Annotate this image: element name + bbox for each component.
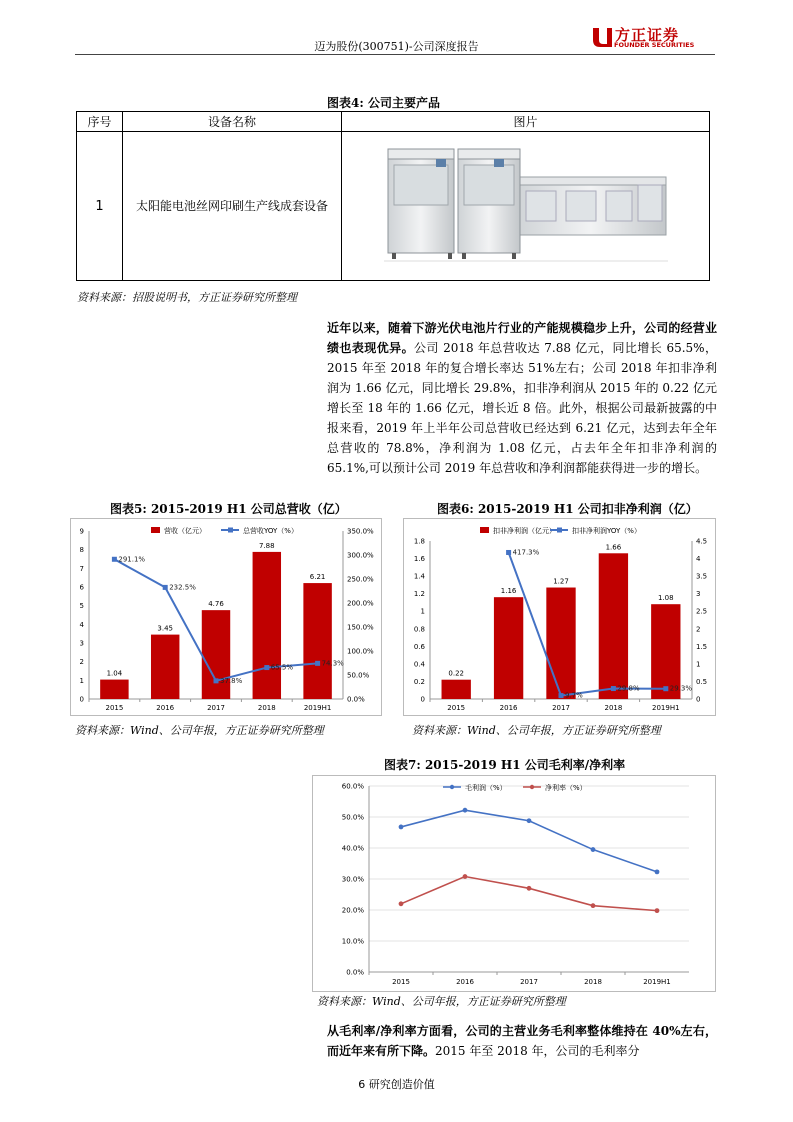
series-point [655, 908, 660, 913]
x-tick-label: 2017 [207, 704, 225, 712]
yoy-point [214, 678, 219, 683]
yoy-data-label: 417.3% [512, 548, 540, 557]
bar-data-label: 1.27 [553, 577, 569, 586]
y-tick-label: 1.2 [413, 590, 425, 599]
x-tick-label: 2015 [105, 704, 124, 712]
net-profit-chart-frame [403, 518, 716, 716]
col-header-index: 序号 [77, 112, 123, 132]
bar-data-label: 0.22 [448, 669, 464, 678]
x-tick-label: 2016 [499, 704, 518, 712]
bar-data-label: 6.21 [309, 573, 326, 582]
y-tick-label: 0.4 [413, 660, 425, 669]
y-tick-label: 60.0% [341, 782, 364, 791]
y2-tick-label: 2 [696, 625, 701, 634]
series-point [591, 847, 596, 852]
report-header-title: 迈为股份(300751)-公司深度报告 [314, 40, 479, 53]
legend-line-marker [228, 528, 233, 533]
production-line-image [376, 135, 676, 275]
x-tick-label: 2018 [584, 978, 602, 986]
bar [100, 680, 128, 699]
figure4-source: 资料来源：招股说明书，方正证券研究所整理 [77, 291, 297, 304]
y-tick-label: 8 [79, 546, 84, 555]
yoy-point [315, 661, 320, 666]
legend-line-label: 扣非净利润YOY（%） [572, 527, 641, 535]
x-tick-label: 2018 [257, 704, 276, 712]
yoy-data-label: 37.8% [220, 676, 243, 685]
col-header-name: 设备名称 [123, 112, 342, 132]
y2-tick-label: 350.0% [347, 527, 374, 536]
y-tick-label: 1.4 [413, 572, 425, 581]
y2-tick-label: 300.0% [347, 551, 374, 560]
figure6-caption: 图表6: 2015-2019 H1 公司扣非净利润（亿） [437, 502, 698, 516]
yoy-point [611, 686, 616, 691]
x-tick-label: 2015 [392, 978, 410, 986]
y2-tick-label: 3 [696, 590, 701, 599]
y-tick-label: 2 [79, 658, 84, 667]
y2-tick-label: 100.0% [347, 647, 374, 656]
y-tick-label: 1 [420, 607, 425, 616]
yoy-data-label: 232.5% [169, 583, 196, 592]
yoy-line [509, 552, 666, 695]
series-point [591, 903, 596, 908]
logo-text-en: FOUNDER SECURITIES [614, 41, 695, 49]
figure7-caption: 图表7: 2015-2019 H1 公司毛利率/净利率 [384, 758, 626, 772]
yoy-point [559, 693, 564, 698]
yoy-point [264, 665, 269, 670]
x-tick-label: 2016 [156, 704, 175, 712]
y-tick-label: 0.0% [346, 968, 364, 977]
series-point [399, 901, 404, 906]
yoy-point [112, 557, 117, 562]
net-profit-chart [404, 519, 715, 715]
bar [253, 552, 281, 699]
header-rule [75, 54, 715, 55]
figure5-source: 资料来源：Wind、公司年报，方正证券研究所整理 [75, 724, 324, 737]
legend-bar-swatch [151, 527, 160, 533]
bar [442, 680, 471, 699]
yoy-point [506, 550, 511, 555]
y-tick-label: 1 [79, 676, 84, 685]
paragraph-performance [327, 318, 717, 478]
revenue-chart-frame [70, 518, 382, 716]
margin-chart [313, 776, 715, 991]
row-index: 1 [77, 132, 123, 281]
yoy-data-label: 74.3% [321, 659, 344, 668]
products-table [76, 111, 710, 281]
y2-tick-label: 0.5 [696, 677, 708, 686]
x-tick-label: 2018 [604, 704, 623, 712]
legend-marker [530, 785, 534, 789]
y2-tick-label: 250.0% [347, 575, 374, 584]
y2-tick-label: 3.5 [696, 572, 708, 581]
bar-data-label: 3.45 [157, 624, 173, 633]
bar-data-label: 1.08 [658, 594, 674, 603]
y-tick-label: 40.0% [341, 844, 364, 853]
figure7-source: 资料来源：Wind、公司年报，方正证券研究所整理 [317, 995, 566, 1008]
col-header-image: 图片 [342, 112, 710, 132]
figure5-caption: 图表5: 2015-2019 H1 公司总营收（亿） [110, 502, 347, 516]
product-image-cell [342, 132, 710, 281]
paragraph-performance-lead: 近年以来，随着下游光伏电池片行业的产能规模稳步上升，公司的经营业绩也表现优异。 [327, 321, 717, 355]
y-tick-label: 4 [79, 620, 84, 629]
bar-data-label: 1.16 [500, 587, 517, 596]
bar-data-label: 1.04 [106, 669, 123, 678]
yoy-data-label: 291.1% [118, 555, 146, 564]
y2-tick-label: 4.5 [696, 537, 708, 546]
row-name: 太阳能电池丝网印刷生产线成套设备 [123, 132, 342, 281]
bar [599, 553, 628, 699]
paragraph-margin [327, 1021, 717, 1061]
legend-line-marker [557, 528, 562, 533]
x-tick-label: 2019H1 [303, 704, 332, 712]
y2-tick-label: 50.0% [347, 671, 370, 680]
x-tick-label: 2016 [456, 978, 474, 986]
bar-data-label: 7.88 [259, 541, 275, 550]
revenue-chart [71, 519, 381, 715]
figure4-caption: 图表4: 公司主要产品 [327, 96, 440, 110]
y-tick-label: 0.2 [413, 677, 425, 686]
yoy-point [663, 686, 668, 691]
yoy-data-label: 65.5% [270, 663, 294, 672]
bar [303, 583, 331, 699]
table-row [77, 132, 710, 281]
series-point [463, 808, 468, 813]
bar [202, 610, 230, 699]
y-tick-label: 1.8 [413, 537, 425, 546]
y2-tick-label: 1.5 [696, 642, 708, 651]
yoy-point [163, 585, 168, 590]
margin-chart-frame [312, 775, 716, 992]
y-tick-label: 0.8 [413, 625, 425, 634]
yoy-data-label: 29.3% [669, 684, 693, 693]
legend-line-label: 总营收YOY（%） [243, 527, 298, 535]
paragraph-performance-body: 公司 2018 年总营收达 7.88 亿元，同比增长 65.5%，2015 年至 2018 年的复合增长率达 51%左右；公司 2018 年扣非净利润为 1.66 亿元，同比增长 29.8%，扣非净利润从 2015 年的 0.22 亿元增长至 18 年的 1.66 亿元，增长近 8 倍。此外，根据公司最新披露的中报来看，2019 年上半年公司总营收已经达到 6.21 亿元，达到去年全年总营收的 78.8%，净利润为 1.08 亿元，占去年全年扣非净利润的 65.1%,可以预计公司 2019 年总营收和净利润都能获得进一步的增长。 [327, 341, 717, 475]
x-tick-label: 2019H1 [652, 704, 680, 712]
paragraph-margin-body: 2015 年至 2018 年，公司的毛利率分 [435, 1044, 640, 1058]
y-tick-label: 5 [79, 602, 84, 611]
x-tick-label: 2015 [447, 704, 466, 712]
x-tick-label: 2017 [520, 978, 538, 986]
series-point [527, 886, 532, 891]
y-tick-label: 0 [420, 695, 425, 704]
y-tick-label: 50.0% [341, 813, 364, 822]
legend-label: 毛利润（%） [465, 784, 507, 792]
y-tick-label: 30.0% [341, 875, 364, 884]
y2-tick-label: 0.0% [347, 695, 365, 704]
y-tick-label: 3 [79, 639, 84, 648]
legend-label: 净利率（%） [545, 784, 587, 792]
founder-logo-icon [590, 25, 614, 49]
bar [546, 588, 575, 699]
y-tick-label: 6 [79, 583, 84, 592]
bar [151, 635, 179, 699]
y-tick-label: 9 [79, 527, 84, 536]
table-header-row [77, 112, 710, 132]
y-tick-label: 0 [79, 695, 84, 704]
y2-tick-label: 1 [696, 660, 701, 669]
y2-tick-label: 4 [696, 555, 701, 564]
series-point [655, 869, 660, 874]
series-point [399, 825, 404, 830]
page-footer: 6 研究创造价值 [358, 1078, 435, 1091]
bar [494, 597, 523, 699]
figure6-source: 资料来源：Wind、公司年报，方正证券研究所整理 [412, 724, 661, 737]
y2-tick-label: 0 [696, 695, 701, 704]
logo-text-cn: 方正证券 [615, 26, 680, 44]
x-tick-label: 2019H1 [643, 978, 671, 986]
yoy-data-label: 9.7% [565, 691, 583, 700]
y-tick-label: 7 [79, 564, 84, 573]
y2-tick-label: 2.5 [696, 607, 708, 616]
legend-marker [450, 785, 454, 789]
y-tick-label: 10.0% [341, 937, 364, 946]
y-tick-label: 20.0% [341, 906, 364, 915]
series-point [463, 874, 468, 879]
bar-data-label: 1.66 [605, 543, 622, 552]
legend-bar-swatch [480, 527, 489, 533]
legend-bar-label: 扣非净利润（亿元） [493, 527, 556, 535]
x-tick-label: 2017 [552, 704, 570, 712]
y-tick-label: 1.6 [413, 555, 425, 564]
y2-tick-label: 150.0% [347, 623, 374, 632]
y-tick-label: 0.6 [413, 642, 425, 651]
bar-data-label: 4.76 [208, 600, 224, 609]
series-point [527, 818, 532, 823]
y2-tick-label: 200.0% [347, 599, 374, 608]
yoy-data-label: 29.8% [617, 684, 640, 693]
legend-bar-label: 营收（亿元） [164, 527, 206, 535]
paragraph-margin-lead: 从毛利率/净利率方面看，公司的主营业务毛利率整体维持在 40%左右，而近年来有所下降。 [327, 1024, 717, 1058]
series-line [401, 877, 657, 911]
